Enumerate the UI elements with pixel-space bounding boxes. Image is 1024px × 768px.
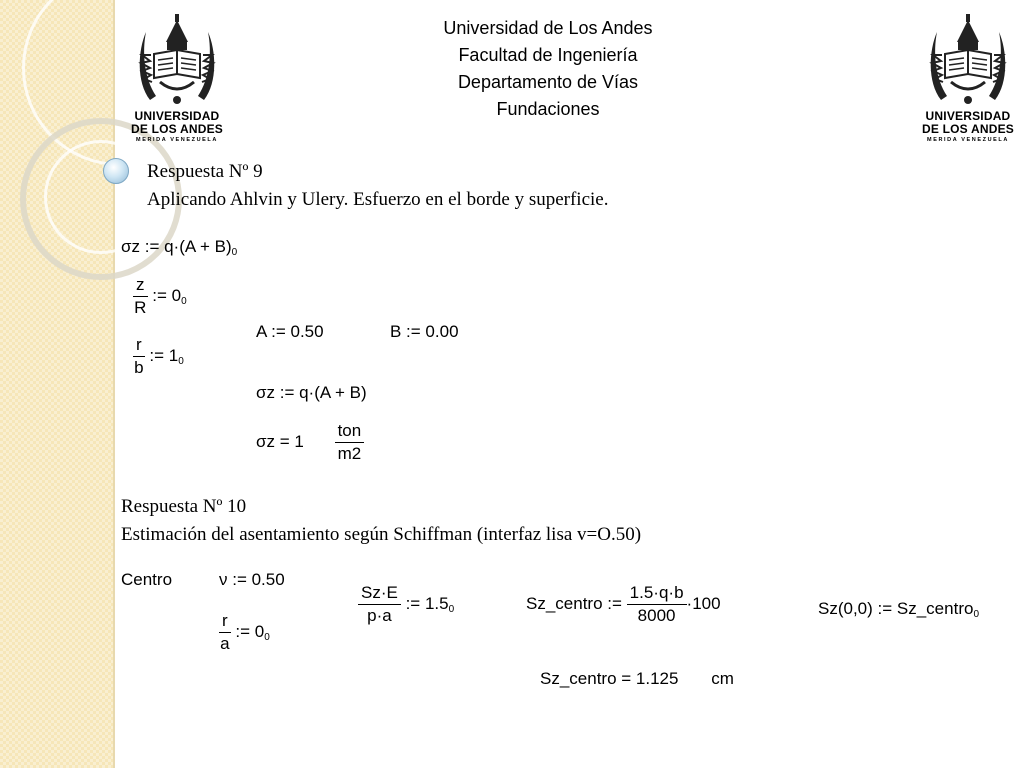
- sz-result-unit: cm: [711, 669, 734, 688]
- answer10-description: Estimación del asentamiento según Schiffman (interfaz lisa v=O.50): [121, 524, 642, 545]
- fraction: [133, 276, 148, 317]
- fraction-denominator: R: [134, 298, 147, 317]
- fraction: [358, 584, 401, 625]
- fraction-denominator: 8000: [637, 606, 676, 625]
- header-faculty: Facultad de Ingeniería: [458, 45, 638, 65]
- logo-name-line2: DE LOS ANDES: [131, 122, 223, 136]
- university-logo-right: [922, 12, 1014, 144]
- logo-name-line2: DE LOS ANDES: [922, 122, 1014, 136]
- fraction: [133, 336, 145, 377]
- answer10-r-over-a: [219, 612, 270, 653]
- assign-value: := 1.5: [405, 593, 449, 613]
- unit-numerator: ton: [335, 422, 365, 443]
- answer10-sz-centro-formula: [526, 584, 721, 625]
- answer9-sigma-evaluation: σz := q·(A + B): [256, 383, 367, 402]
- answer9-sigma-definition: [121, 237, 237, 263]
- subscript: 0: [178, 355, 184, 367]
- fraction-denominator: b: [134, 358, 144, 377]
- header-department: Departamento de Vías: [457, 72, 639, 92]
- subscript: 0: [448, 603, 455, 615]
- university-seal-icon: [923, 12, 1013, 110]
- decorative-sidebar: [0, 0, 115, 768]
- fraction-numerator: Sz·E: [358, 584, 401, 605]
- logo-name-line1: UNIVERSIDAD: [134, 109, 220, 123]
- unit-fraction: [335, 422, 365, 463]
- fraction-numerator: r: [219, 612, 231, 633]
- bullet-dot-icon: [103, 158, 129, 184]
- multiplier: ·100: [686, 593, 721, 613]
- fraction-numerator: 1.5·q·b: [627, 584, 687, 605]
- sz-centro-lhs: Sz_centro :=: [526, 593, 622, 613]
- logo-city: MERIDA VENEZUELA: [927, 137, 1009, 143]
- answer9-z-over-R: [133, 276, 187, 317]
- answer10-title: Respuesta Nº 10: [121, 496, 247, 517]
- answer10-sz00-assign: [818, 599, 979, 625]
- assign-value: := 1: [149, 345, 179, 365]
- answer9-sigma-result: [256, 422, 364, 463]
- logo-name-line1: UNIVERSIDAD: [925, 109, 1011, 123]
- answer9-description: Aplicando Ahlvin y Ulery. Esfuerzo en el borde y superficie.: [147, 189, 609, 210]
- logo-city: MERIDA VENEZUELA: [136, 137, 218, 143]
- fraction-numerator: r: [133, 336, 145, 357]
- page-header: [398, 15, 698, 123]
- fraction-numerator: z: [133, 276, 148, 297]
- university-logo-left: [131, 12, 223, 144]
- answer10-szE-over-pa: [358, 584, 454, 625]
- answer10-sz-result: [540, 669, 734, 689]
- fraction-denominator: p·a: [367, 606, 392, 625]
- header-university: Universidad de Los Andes: [443, 18, 653, 38]
- sigma-definition-text: σz := q·(A + B): [121, 237, 232, 256]
- sz00-text: Sz(0,0) := Sz_centro: [818, 599, 974, 618]
- answer9-A-assign: A := 0.50: [256, 322, 324, 341]
- unit-denominator: m2: [337, 444, 362, 463]
- subscript: 0: [231, 247, 238, 258]
- answer9-B-assign: B := 0.00: [390, 322, 459, 341]
- answer10-centro-label: Centro: [121, 570, 173, 589]
- subscript: 0: [264, 631, 270, 643]
- university-seal-icon: [132, 12, 222, 110]
- answer10-nu-assign: [219, 570, 285, 590]
- nu-assign-text: ν := 0.50: [219, 570, 285, 589]
- subscript: 0: [181, 295, 187, 307]
- sz-result-value: Sz_centro = 1.125: [540, 669, 679, 688]
- assign-value: := 0: [152, 285, 182, 305]
- assign-value: := 0: [235, 621, 265, 641]
- answer9-title: Respuesta Nº 9: [147, 161, 263, 182]
- fraction: [219, 612, 231, 653]
- answer9-r-over-b: [133, 336, 184, 377]
- sigma-result-value: σz = 1: [256, 431, 304, 451]
- header-course: Fundaciones: [496, 99, 600, 119]
- fraction: [627, 584, 687, 625]
- fraction-denominator: a: [220, 634, 230, 653]
- subscript: 0: [973, 609, 979, 620]
